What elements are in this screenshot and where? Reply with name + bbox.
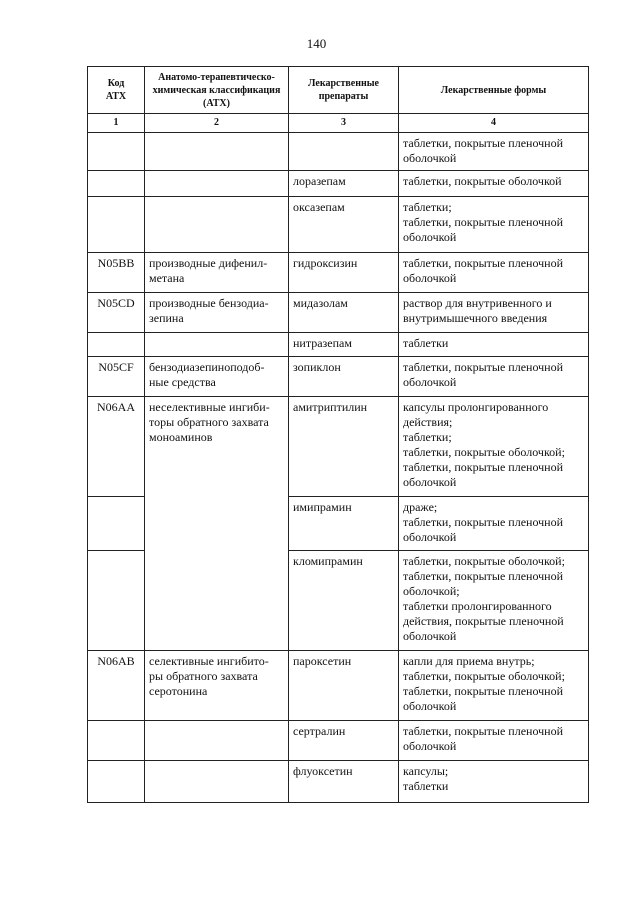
drug-name [289, 497, 399, 551]
cell-line: таблетки [403, 779, 449, 793]
header-forms [399, 67, 589, 114]
atx-code [88, 551, 145, 651]
atx-classification [145, 333, 289, 357]
cell-line: сертралин [293, 724, 346, 738]
table-row [88, 171, 589, 197]
cell-line: таблетки, покрытые пленочной [403, 724, 564, 738]
cell-line: моноаминов [149, 430, 213, 444]
table-row [88, 357, 589, 397]
table-row [88, 293, 589, 333]
cell-line: оксазепам [293, 200, 345, 214]
atx-classification [145, 171, 289, 197]
table-row [88, 253, 589, 293]
cell-line: таблетки; [403, 200, 452, 214]
cell-line: (АТХ) [203, 97, 230, 109]
cell-line: Лекарственные [308, 78, 379, 89]
cell-line: лоразепам [293, 174, 346, 188]
atx-classification [145, 197, 289, 253]
cell-line: АТХ [105, 91, 127, 102]
table-row [88, 651, 589, 721]
cell-line: кломипрамин [293, 554, 363, 568]
atx-code [88, 761, 145, 803]
cell-line: имипрамин [293, 500, 352, 514]
drug-name [289, 197, 399, 253]
table-row [88, 761, 589, 803]
dosage-forms [399, 397, 589, 497]
dosage-forms [399, 357, 589, 397]
cell-line: производные бензодиа- [149, 296, 269, 310]
drug-name [289, 333, 399, 357]
cell-line: Анатомо-терапевтическо- [158, 71, 275, 83]
cell-line: таблетки, покрытые пленочной [403, 136, 564, 150]
cell-line: таблетки, покрытые пленочной [403, 360, 564, 374]
atx-classification [145, 253, 289, 293]
drug-name [289, 397, 399, 497]
column-number: 4 [399, 114, 589, 133]
cell-line: оболочкой; [403, 584, 460, 598]
cell-line: оболочкой [403, 699, 457, 713]
cell-line: таблетки, покрытые оболочкой; [403, 445, 565, 459]
column-number: 3 [289, 114, 399, 133]
cell-line: метана [149, 271, 185, 285]
cell-line: зопиклон [293, 360, 341, 374]
dosage-forms [399, 497, 589, 551]
cell-line: оболочкой [403, 151, 457, 165]
cell-line: производные дифенил- [149, 256, 268, 270]
table-row [88, 197, 589, 253]
cell-line: капсулы пролонгированного [403, 400, 549, 414]
dosage-forms [399, 651, 589, 721]
cell-line: оболочкой [403, 629, 457, 643]
table-row [88, 721, 589, 761]
cell-line: таблетки; [403, 430, 452, 444]
cell-line: действия, покрытые пленочной [403, 614, 564, 628]
cell-line: таблетки, покрытые пленочной [403, 215, 564, 229]
dosage-forms [399, 551, 589, 651]
atx-code [88, 333, 145, 357]
cell-line: селективные ингибито- [149, 654, 269, 668]
header-row [88, 67, 589, 114]
cell-line: таблетки, покрытые пленочной [403, 256, 564, 270]
cell-line: оболочкой [403, 739, 457, 753]
column-number: 2 [145, 114, 289, 133]
cell-line: таблетки, покрытые оболочкой [403, 174, 562, 188]
atx-code [88, 171, 145, 197]
atx-code: N05CF [88, 357, 145, 397]
atx-classification [145, 397, 289, 651]
dosage-forms [399, 293, 589, 333]
cell-line: оболочкой [403, 375, 457, 389]
table-row [88, 333, 589, 357]
atx-classification [145, 293, 289, 333]
cell-line: гидроксизин [293, 256, 358, 270]
atx-code [88, 133, 145, 171]
cell-line: торы обратного захвата [149, 415, 269, 429]
cell-line: неселективные ингиби- [149, 400, 270, 414]
atx-code: N05CD [88, 293, 145, 333]
cell-line: оболочкой [403, 271, 457, 285]
cell-line: зепина [149, 311, 184, 325]
cell-line: флуоксетин [293, 764, 353, 778]
atx-code [88, 497, 145, 551]
atx-code [88, 721, 145, 761]
atx-classification [145, 761, 289, 803]
dosage-forms [399, 761, 589, 803]
cell-line: мидазолам [293, 296, 348, 310]
table-row [88, 397, 589, 497]
cell-line: Код [107, 78, 125, 89]
cell-line: препараты [318, 91, 369, 102]
cell-line: действия; [403, 415, 453, 429]
header-drugs [289, 67, 399, 114]
cell-line: таблетки, покрытые пленочной [403, 515, 564, 529]
dosage-forms [399, 171, 589, 197]
cell-line: бензодиазепиноподоб- [149, 360, 265, 374]
cell-line: пароксетин [293, 654, 352, 668]
cell-line: таблетки, покрытые оболочкой; [403, 554, 565, 568]
drug-name [289, 133, 399, 171]
header-classification [145, 67, 289, 114]
drug-name [289, 761, 399, 803]
drug-name [289, 171, 399, 197]
cell-line: серотонина [149, 684, 208, 698]
cell-line: капсулы; [403, 764, 449, 778]
cell-line: таблетки, покрытые оболочкой; [403, 669, 565, 683]
cell-line: таблетки, покрытые пленочной [403, 569, 564, 583]
cell-line: оболочкой [403, 475, 457, 489]
drug-name [289, 721, 399, 761]
table-row [88, 133, 589, 171]
atx-code [88, 197, 145, 253]
dosage-forms [399, 333, 589, 357]
cell-line: Лекарственные формы [440, 84, 547, 96]
cell-line: драже; [403, 500, 438, 514]
cell-line: ры обратного захвата [149, 669, 258, 683]
dosage-forms [399, 197, 589, 253]
atx-code: N06AA [88, 397, 145, 497]
drug-name [289, 651, 399, 721]
drug-name [289, 357, 399, 397]
drug-name [289, 293, 399, 333]
cell-line: нитразепам [293, 336, 352, 350]
cell-line: химическая классификация [152, 84, 281, 96]
dosage-forms [399, 721, 589, 761]
cell-line: капли для приема внутрь; [403, 654, 535, 668]
cell-line: ные средства [149, 375, 216, 389]
cell-line: оболочкой [403, 530, 457, 544]
page-number: 140 [306, 36, 327, 51]
cell-line: таблетки пролонгированного [403, 599, 552, 613]
atx-classification [145, 357, 289, 397]
drug-name [289, 551, 399, 651]
atx-classification [145, 721, 289, 761]
dosage-forms [399, 133, 589, 171]
cell-line: внутримышечного введения [403, 311, 548, 325]
column-number-row [88, 114, 589, 133]
cell-line: оболочкой [403, 230, 457, 244]
atx-code: N06AB [88, 651, 145, 721]
column-number: 1 [88, 114, 145, 133]
cell-line: раствор для внутривенного и [403, 296, 552, 310]
atx-classification [145, 651, 289, 721]
header-code [88, 67, 145, 114]
cell-line: таблетки, покрытые пленочной [403, 684, 564, 698]
atx-code: N05BB [88, 253, 145, 293]
cell-line: таблетки [403, 336, 449, 350]
cell-line: таблетки, покрытые пленочной [403, 460, 564, 474]
drug-name [289, 253, 399, 293]
atx-table [87, 66, 589, 803]
cell-line: амитриптилин [293, 400, 368, 414]
atx-classification [145, 133, 289, 171]
dosage-forms [399, 253, 589, 293]
